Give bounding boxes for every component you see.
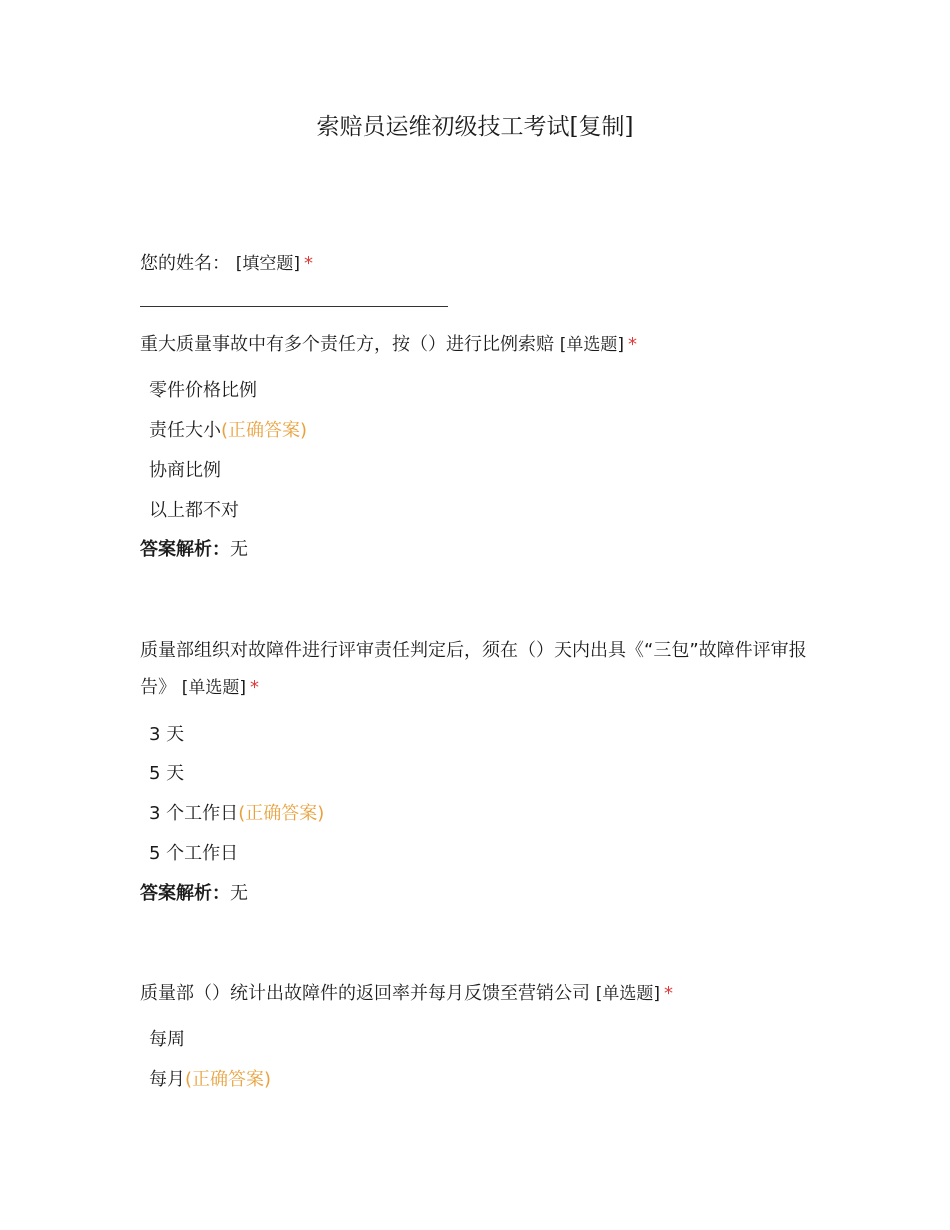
- option-label: 以上都不对: [149, 500, 239, 521]
- question-text: 质量部（）统计出故障件的返回率并每月反馈至营销公司: [140, 983, 590, 1004]
- analysis-label: 答案解析：: [140, 539, 230, 560]
- option-item[interactable]: [149, 1066, 271, 1094]
- required-asterisk: *: [628, 334, 637, 355]
- analysis-value: 无: [230, 539, 248, 560]
- option-label: 5 天: [149, 763, 185, 784]
- correct-answer-mark: (正确答案): [221, 420, 308, 441]
- option-item[interactable]: [149, 377, 257, 405]
- question-text: 重大质量事故中有多个责任方，按（）进行比例索赔: [140, 334, 554, 355]
- option-label: 3 天: [149, 724, 185, 745]
- required-asterisk: *: [304, 253, 313, 274]
- question-name: [140, 245, 830, 283]
- option-label: 3 个工作日: [149, 803, 239, 824]
- option-item[interactable]: [149, 760, 184, 788]
- analysis-label: 答案解析：: [140, 883, 230, 904]
- question-type-tag: [填空题]: [235, 254, 300, 274]
- question-type-tag: [单选题]: [595, 984, 660, 1004]
- option-item[interactable]: [149, 800, 324, 828]
- question-type-tag: [单选题]: [559, 335, 624, 355]
- page-title: 索赔员运维初级技工考试[复制]: [316, 114, 634, 140]
- question-type-tag: [单选题]: [181, 678, 246, 698]
- question-1: [140, 326, 830, 364]
- option-item[interactable]: [149, 417, 307, 445]
- option-label: 每月: [149, 1069, 185, 1090]
- option-item[interactable]: [149, 840, 238, 868]
- required-asterisk: *: [664, 983, 673, 1004]
- question-text: 您的姓名：: [140, 253, 230, 274]
- option-item[interactable]: [149, 497, 239, 525]
- option-label: 每周: [149, 1029, 185, 1050]
- answer-analysis: [140, 536, 248, 564]
- correct-answer-mark: (正确答案): [238, 803, 325, 824]
- question-text: 质量部组织对故障件进行评审责任判定后，须在（）天内出具《“三包”故障件评审报告》: [140, 640, 807, 698]
- option-label: 协商比例: [149, 460, 221, 481]
- option-item[interactable]: [149, 457, 221, 485]
- analysis-value: 无: [230, 883, 248, 904]
- option-label: 5 个工作日: [149, 843, 239, 864]
- correct-answer-mark: (正确答案): [185, 1069, 272, 1090]
- required-asterisk: *: [250, 677, 259, 698]
- option-item[interactable]: [149, 721, 184, 749]
- option-item[interactable]: [149, 1026, 185, 1054]
- question-3: [140, 975, 830, 1013]
- option-label: 零件价格比例: [149, 380, 257, 401]
- answer-analysis: [140, 880, 248, 908]
- option-label: 责任大小: [149, 420, 221, 441]
- question-2: [140, 632, 830, 707]
- name-answer-line[interactable]: [140, 306, 448, 307]
